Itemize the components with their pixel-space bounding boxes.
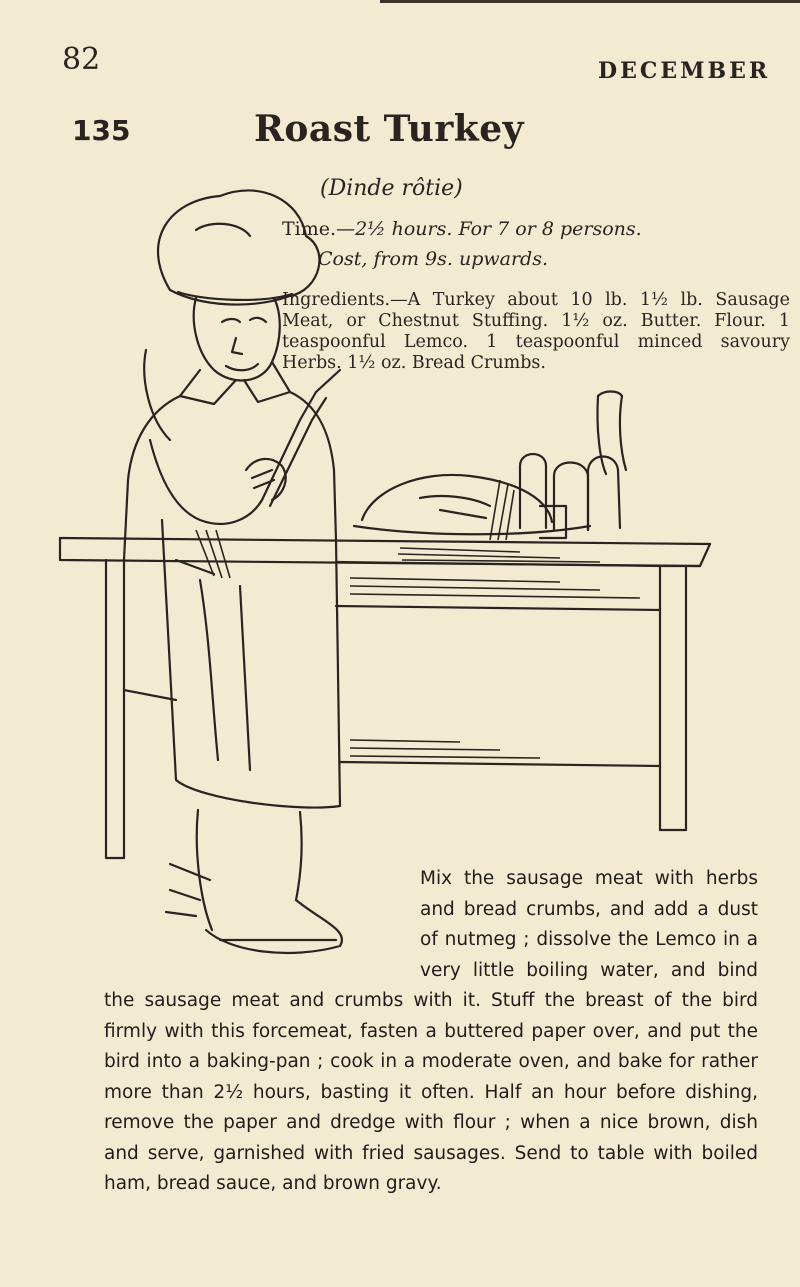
recipe-number: 135 <box>72 114 131 147</box>
page-number: 82 <box>62 42 101 77</box>
illustration-gap <box>104 864 420 986</box>
ingredients-label: Ingredients. <box>282 290 391 310</box>
ingredients-list: —A Turkey about 10 lb. 1½ lb. Sausage Meat, or Chestnut Stuffing. 1½ oz. Butter. Flour. 1 teaspoonful Lemco. 1 teaspoonful minced savoury Herbs. 1½ oz. Bread Crumbs. <box>282 290 790 373</box>
recipe-title: Roast Turkey <box>254 108 525 150</box>
method-text <box>104 864 758 1200</box>
method-paragraph: Mix the sausage meat with herbs and bread crumbs, and add a dust of nutmeg ; dissolve the Lemco in a very little boiling water, and bind the sausage meat and crumbs with it. Stuff the breast of the bird firmly with this forcemeat, fasten a buttered paper over, and put the bird into a baking-pan ; cook in a moderate oven, and bake for rather more than 2½ hours, basting it often. Half an hour before dishing, remove the paper and dredge with flour ; when a nice brown, dish and serve, garnished with fried sausages. Send to table with boiled ham, bread sauce, and brown gravy. <box>104 868 758 1194</box>
month-heading: DECEMBER <box>598 58 771 84</box>
time-label: Time. <box>282 218 337 240</box>
persons: For 7 or 8 persons. <box>458 218 642 240</box>
cost-line: Cost, from 9s. upwards. <box>318 248 548 270</box>
time-value: —2½ hours. <box>336 218 453 240</box>
recipe-subtitle: (Dinde rôtie) <box>320 176 463 201</box>
